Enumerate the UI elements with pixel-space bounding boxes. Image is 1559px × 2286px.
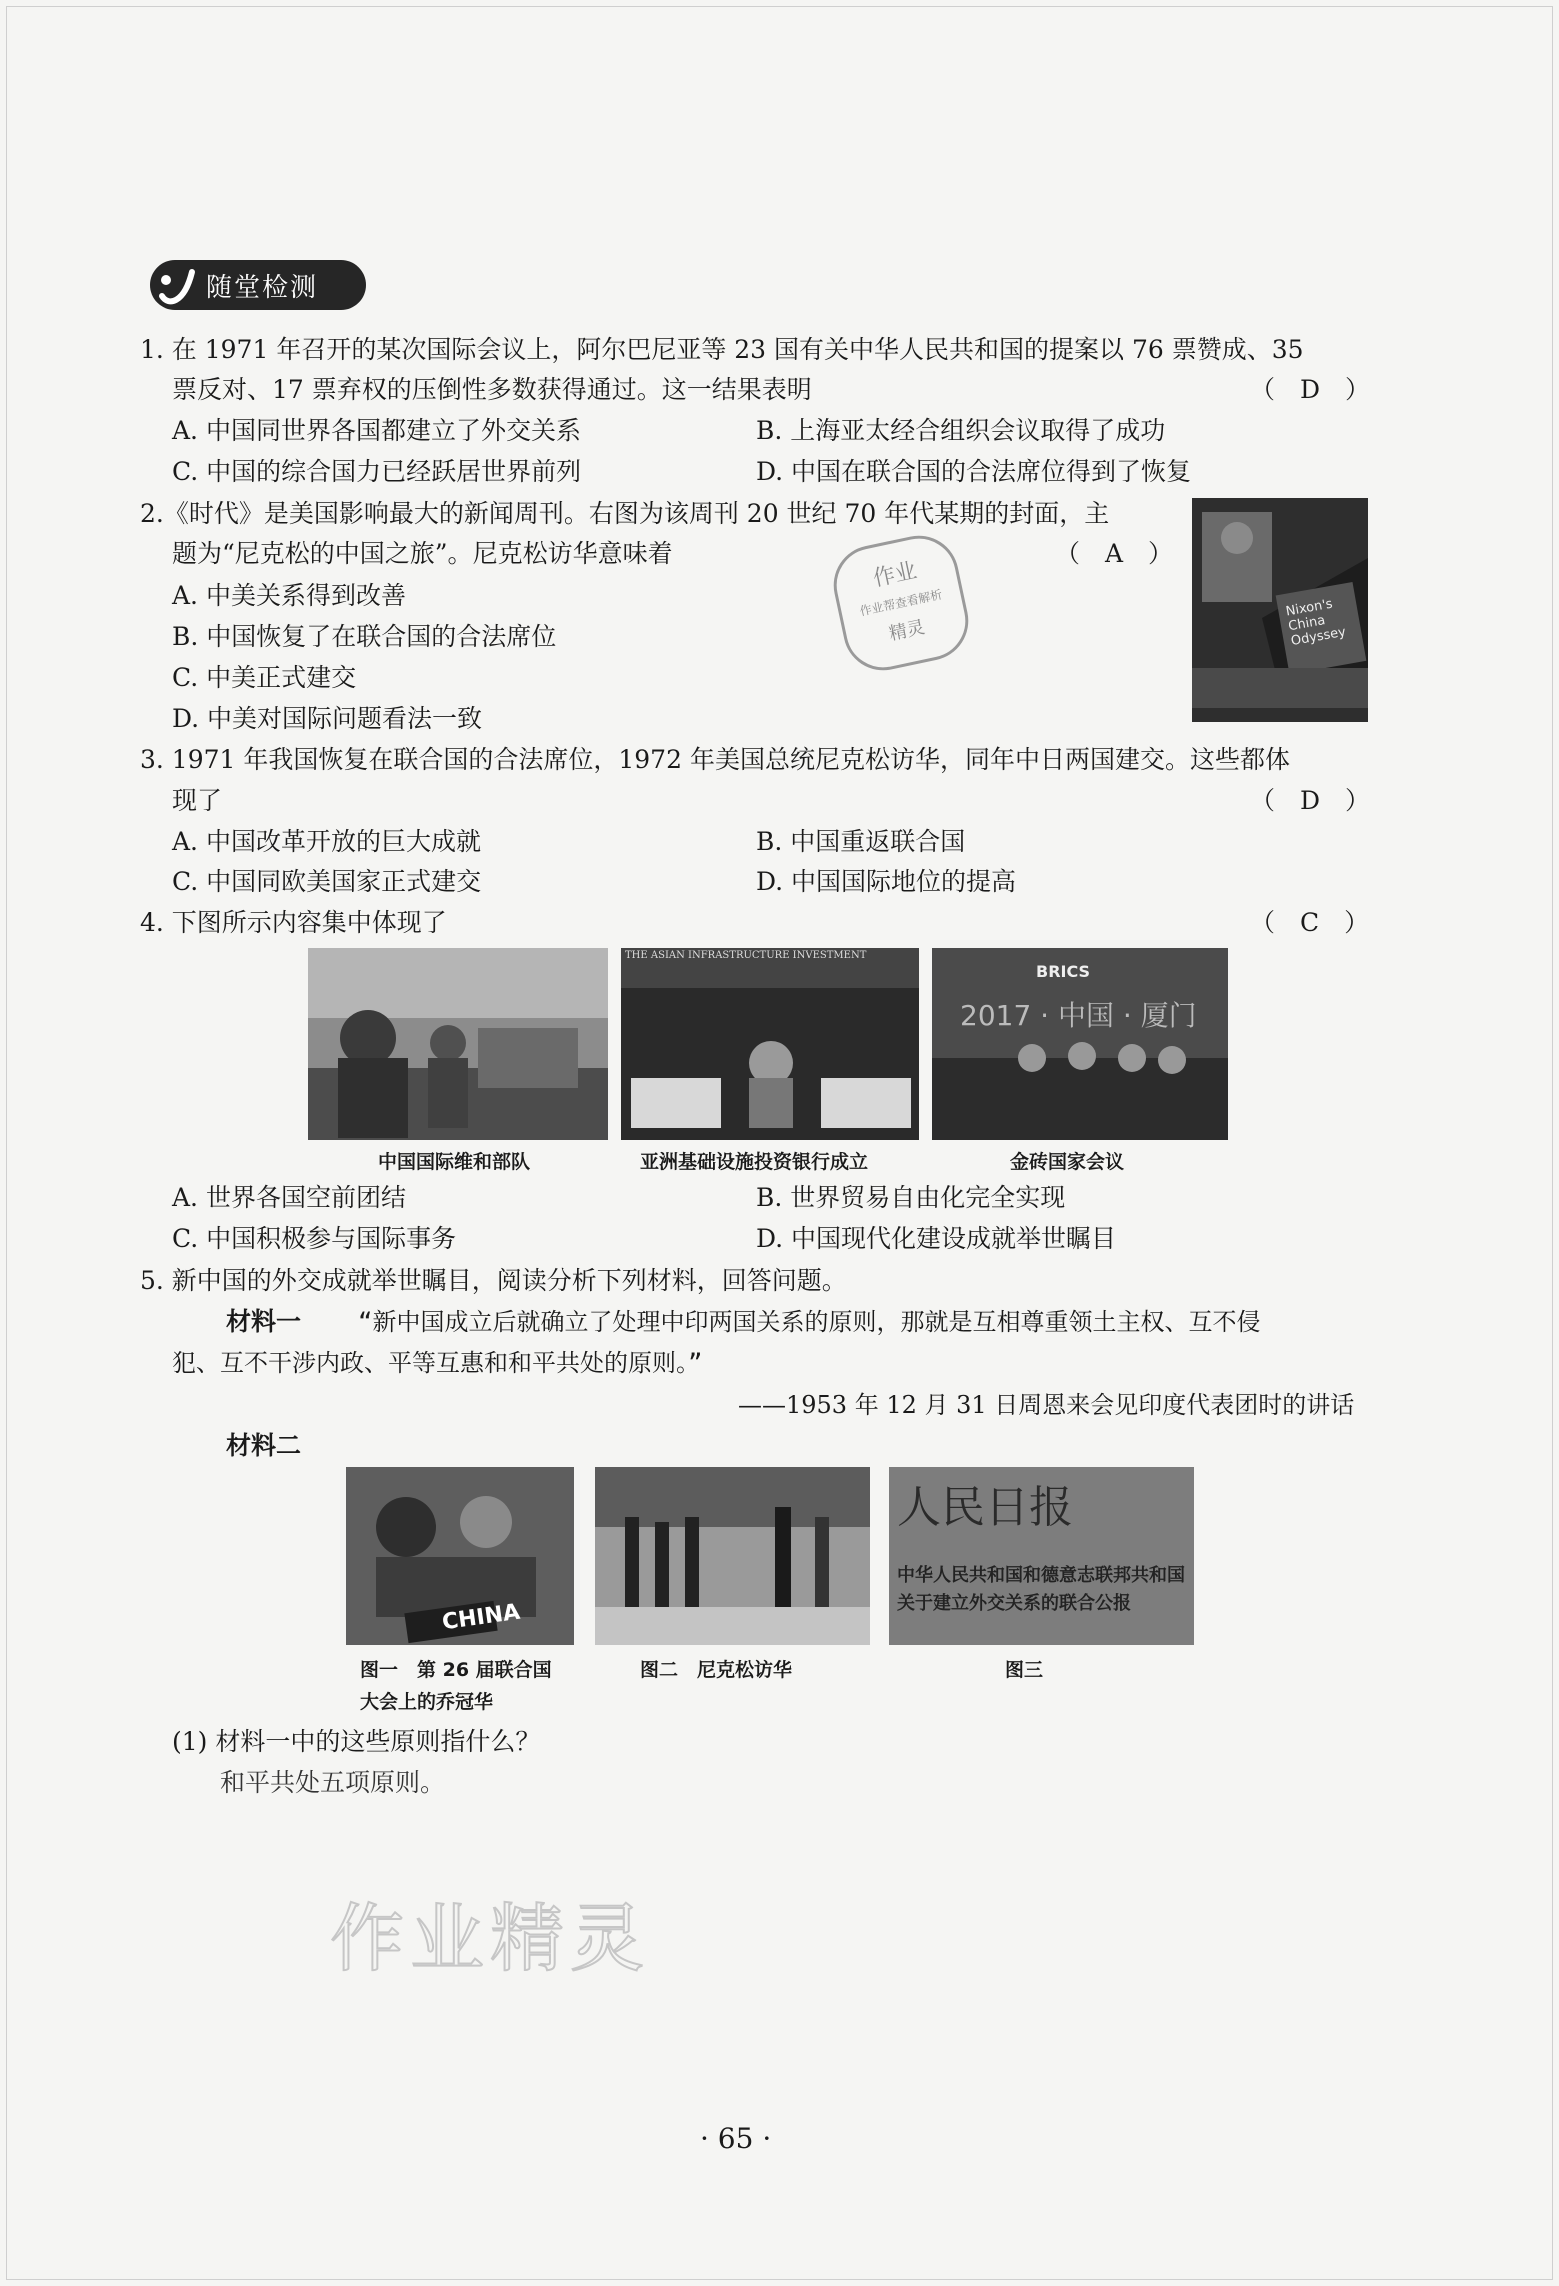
brics-logo-text: BRICS xyxy=(1036,962,1091,981)
stamp-line1: 作业 xyxy=(870,558,920,592)
caption-brics: 金砖国家会议 xyxy=(1010,1151,1125,1173)
section-badge xyxy=(150,260,366,310)
q3-line2: 现了 xyxy=(172,786,223,815)
q4-option-d: D. 中国现代化建设成就举世瞩目 xyxy=(756,1224,1117,1253)
sub1-question: (1) 材料一中的这些原则指什么？ xyxy=(172,1727,541,1756)
q1-option-b: B. 上海亚太经合组织会议取得了成功 xyxy=(756,416,1166,445)
peacekeeping-image xyxy=(308,948,608,1140)
watermark-large: 作业精灵 xyxy=(330,1896,650,1982)
q2-option-b: B. 中国恢复了在联合国的合法席位 xyxy=(172,622,557,651)
q1-option-c: C. 中国的综合国力已经跃居世界前列 xyxy=(172,457,582,486)
q4-option-b: B. 世界贸易自由化完全实现 xyxy=(756,1183,1066,1212)
fig1-image xyxy=(346,1467,574,1645)
q1-line2: 票反对、17 票弃权的压倒性多数获得通过。这一结果表明 xyxy=(172,375,812,404)
material-two-label: 材料二 xyxy=(226,1431,302,1460)
newspaper-masthead: 人民日报 xyxy=(897,1482,1073,1533)
q2-option-d: D. 中美对国际问题看法一致 xyxy=(172,704,483,733)
brics-event-text: 2017 · 中国 · 厦门 xyxy=(960,999,1197,1032)
swoosh-icon xyxy=(154,262,200,308)
q2-line1: 2.《时代》是美国影响最大的新闻周刊。右图为该周刊 20 世纪 70 年代某期的封面，主 xyxy=(140,499,1110,528)
q4-option-a: A. 世界各国空前团结 xyxy=(172,1183,406,1212)
caption-aiib: 亚洲基础设施投资银行成立 xyxy=(640,1151,869,1173)
q1-line1: 1. 在 1971 年召开的某次国际会议上，阿尔巴尼亚等 23 国有关中华人民共和国的提案以 76 票赞成、35 xyxy=(140,335,1304,364)
material-one-line1: “新中国成立后就确立了处理中印两国关系的原则，那就是互相尊重领土主权、互不侵 xyxy=(358,1308,1261,1336)
q3-option-c: C. 中国同欧美国家正式建交 xyxy=(172,867,482,896)
fig3-image xyxy=(889,1467,1194,1645)
aiib-banner-text: THE ASIAN INFRASTRUCTURE INVESTMENT xyxy=(625,950,867,961)
q3-line1: 3. 1971 年我国恢复在联合国的合法席位，1972 年美国总统尼克松访华，同年中日两国建交。这些都体 xyxy=(140,745,1290,774)
material-one-line2: 犯、互不干涉内政、平等互惠和和平共处的原则。” xyxy=(172,1349,703,1377)
page-number: · 65 · xyxy=(700,2122,772,2155)
time-cover-text: Nixon's China Odyssey xyxy=(1284,596,1348,650)
stamp-line2: 作业帮查看解析 xyxy=(858,587,944,619)
watermark-stamp xyxy=(826,528,975,677)
fig1-caption-line1: 图一 第 26 届联合国 xyxy=(360,1659,552,1681)
q4-answer: （ C ） xyxy=(1250,908,1370,937)
china-placard-text: CHINA xyxy=(440,1599,522,1636)
q2-answer: （ A ） xyxy=(1055,539,1174,568)
stamp-line3: 精灵 xyxy=(887,616,927,645)
q3-answer: （ D ） xyxy=(1250,786,1371,815)
q4-line1: 4. 下图所示内容集中体现了 xyxy=(140,908,447,937)
brics-image xyxy=(932,948,1228,1140)
time-cover-image xyxy=(1192,498,1368,722)
q3-option-b: B. 中国重返联合国 xyxy=(756,827,966,856)
q3-option-d: D. 中国国际地位的提高 xyxy=(756,867,1017,896)
q1-option-d: D. 中国在联合国的合法席位得到了恢复 xyxy=(756,457,1192,486)
q5-line1: 5. 新中国的外交成就举世瞩目，阅读分析下列材料，回答问题。 xyxy=(140,1266,847,1295)
q4-option-c: C. 中国积极参与国际事务 xyxy=(172,1224,457,1253)
material-one-source: ——1953 年 12 月 31 日周恩来会见印度代表团时的讲话 xyxy=(738,1391,1355,1419)
sub1-answer: 和平共处五项原则。 xyxy=(220,1768,446,1797)
q3-option-a: A. 中国改革开放的巨大成就 xyxy=(172,827,481,856)
material-one-label: 材料一 xyxy=(226,1307,302,1336)
section-title: 随堂检测 xyxy=(206,272,319,303)
fig3-caption: 图三 xyxy=(1005,1659,1044,1681)
fig2-caption: 图二 尼克松访华 xyxy=(640,1659,793,1681)
q2-line2: 题为“尼克松的中国之旅”。尼克松访华意味着 xyxy=(172,539,673,568)
caption-peacekeeping: 中国国际维和部队 xyxy=(378,1151,531,1173)
newspaper-headline-1: 中华人民共和国和德意志联邦共和国 xyxy=(897,1565,1185,1586)
newspaper-headline-2: 关于建立外交关系的联合公报 xyxy=(897,1593,1131,1614)
q1-option-a: A. 中国同世界各国都建立了外交关系 xyxy=(172,416,581,445)
fig2-image xyxy=(595,1467,870,1645)
aiib-image xyxy=(621,948,919,1140)
q2-option-c: C. 中美正式建交 xyxy=(172,663,357,692)
q2-option-a: A. 中美关系得到改善 xyxy=(172,581,406,610)
fig1-caption-line2: 大会上的乔冠华 xyxy=(360,1691,494,1713)
q1-answer: （ D ） xyxy=(1250,375,1371,404)
